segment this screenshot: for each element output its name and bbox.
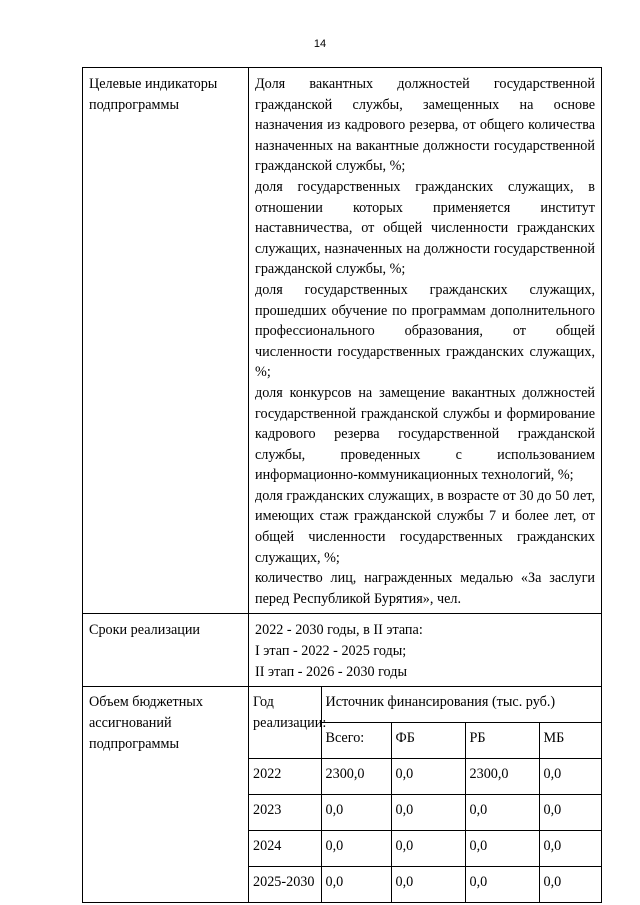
period-label: Сроки реализации	[83, 614, 249, 687]
indicator-item: доля конкурсов на замещение вакантных должностей государственной гражданской службы и формирование кадрового резерва государственной гражданской службы, проведенных с использованием информационно-коммуникационных технологий, %;	[255, 384, 595, 484]
indicator-item: доля гражданских служащих, в возрасте от 30 до 50 лет, имеющих стаж гражданской службы 7 и более лет, от общей численности государственных гражданских служащих, %;	[255, 487, 595, 566]
table-row	[249, 867, 601, 903]
period-line: II этап - 2026 - 2030 годы	[255, 663, 407, 680]
value-cell: 2300,0	[321, 759, 391, 795]
value-cell: 0,0	[465, 795, 539, 831]
value-cell: 0,0	[465, 867, 539, 903]
value-cell: 0,0	[321, 831, 391, 867]
budget-cell	[249, 687, 602, 903]
column-header: ФБ	[391, 723, 465, 759]
indicator-item: доля государственных гражданских служащих, прошедших обучение по программам дополнительного профессионального образования, от общей численности государственных гражданских служащих, %;	[255, 281, 595, 381]
indicator-item: количество лиц, награжденных медалью «За заслуги перед Республикой Бурятия», чел.	[255, 570, 595, 607]
period-row	[83, 614, 602, 687]
value-cell: 0,0	[539, 831, 601, 867]
value-cell: 0,0	[539, 795, 601, 831]
year-cell: 2023	[249, 795, 321, 831]
value-cell: 0,0	[539, 759, 601, 795]
year-cell: 2022	[249, 759, 321, 795]
passport-table	[82, 67, 602, 903]
value-cell: 0,0	[391, 795, 465, 831]
period-lines	[249, 614, 602, 687]
indicators-row	[83, 68, 602, 614]
budget-row	[83, 687, 602, 903]
column-header: МБ	[539, 723, 601, 759]
value-cell: 0,0	[465, 831, 539, 867]
indicator-item: доля государственных гражданских служащих, в отношении которых применяется институт наставничества, от общей численности гражданских служащих, назначенных на должности государственной гражданской службы, %;	[255, 178, 595, 278]
column-header: РБ	[465, 723, 539, 759]
value-cell: 0,0	[321, 795, 391, 831]
value-cell: 0,0	[539, 867, 601, 903]
period-line: 2022 - 2030 годы, в II этапа:	[255, 622, 423, 639]
year-header: Год реализации:	[249, 687, 321, 759]
period-line: I этап - 2022 - 2025 годы;	[255, 643, 407, 660]
indicators-list	[249, 68, 602, 614]
indicator-item: Доля вакантных должностей государственной гражданской службы, замещенных на основе назначения из кадрового резерва, от общего количества назначенных на вакантные должности государственной гражданской службы, %;	[255, 76, 595, 175]
table-row	[249, 831, 601, 867]
page-number: 14	[313, 38, 327, 50]
source-header: Источник финансирования (тыс. руб.)	[321, 687, 601, 723]
year-cell: 2024	[249, 831, 321, 867]
table-row	[249, 795, 601, 831]
value-cell: 0,0	[391, 831, 465, 867]
year-cell: 2025-2030	[249, 867, 321, 903]
value-cell: 0,0	[391, 867, 465, 903]
table-row	[249, 759, 601, 795]
finance-table	[249, 687, 601, 902]
value-cell: 0,0	[321, 867, 391, 903]
indicators-label: Целевые индикаторы подпрограммы	[83, 68, 249, 614]
budget-label: Объем бюджетных ассигнований подпрограммы	[83, 687, 249, 903]
value-cell: 0,0	[391, 759, 465, 795]
value-cell: 2300,0	[465, 759, 539, 795]
column-header: Всего:	[321, 723, 391, 759]
